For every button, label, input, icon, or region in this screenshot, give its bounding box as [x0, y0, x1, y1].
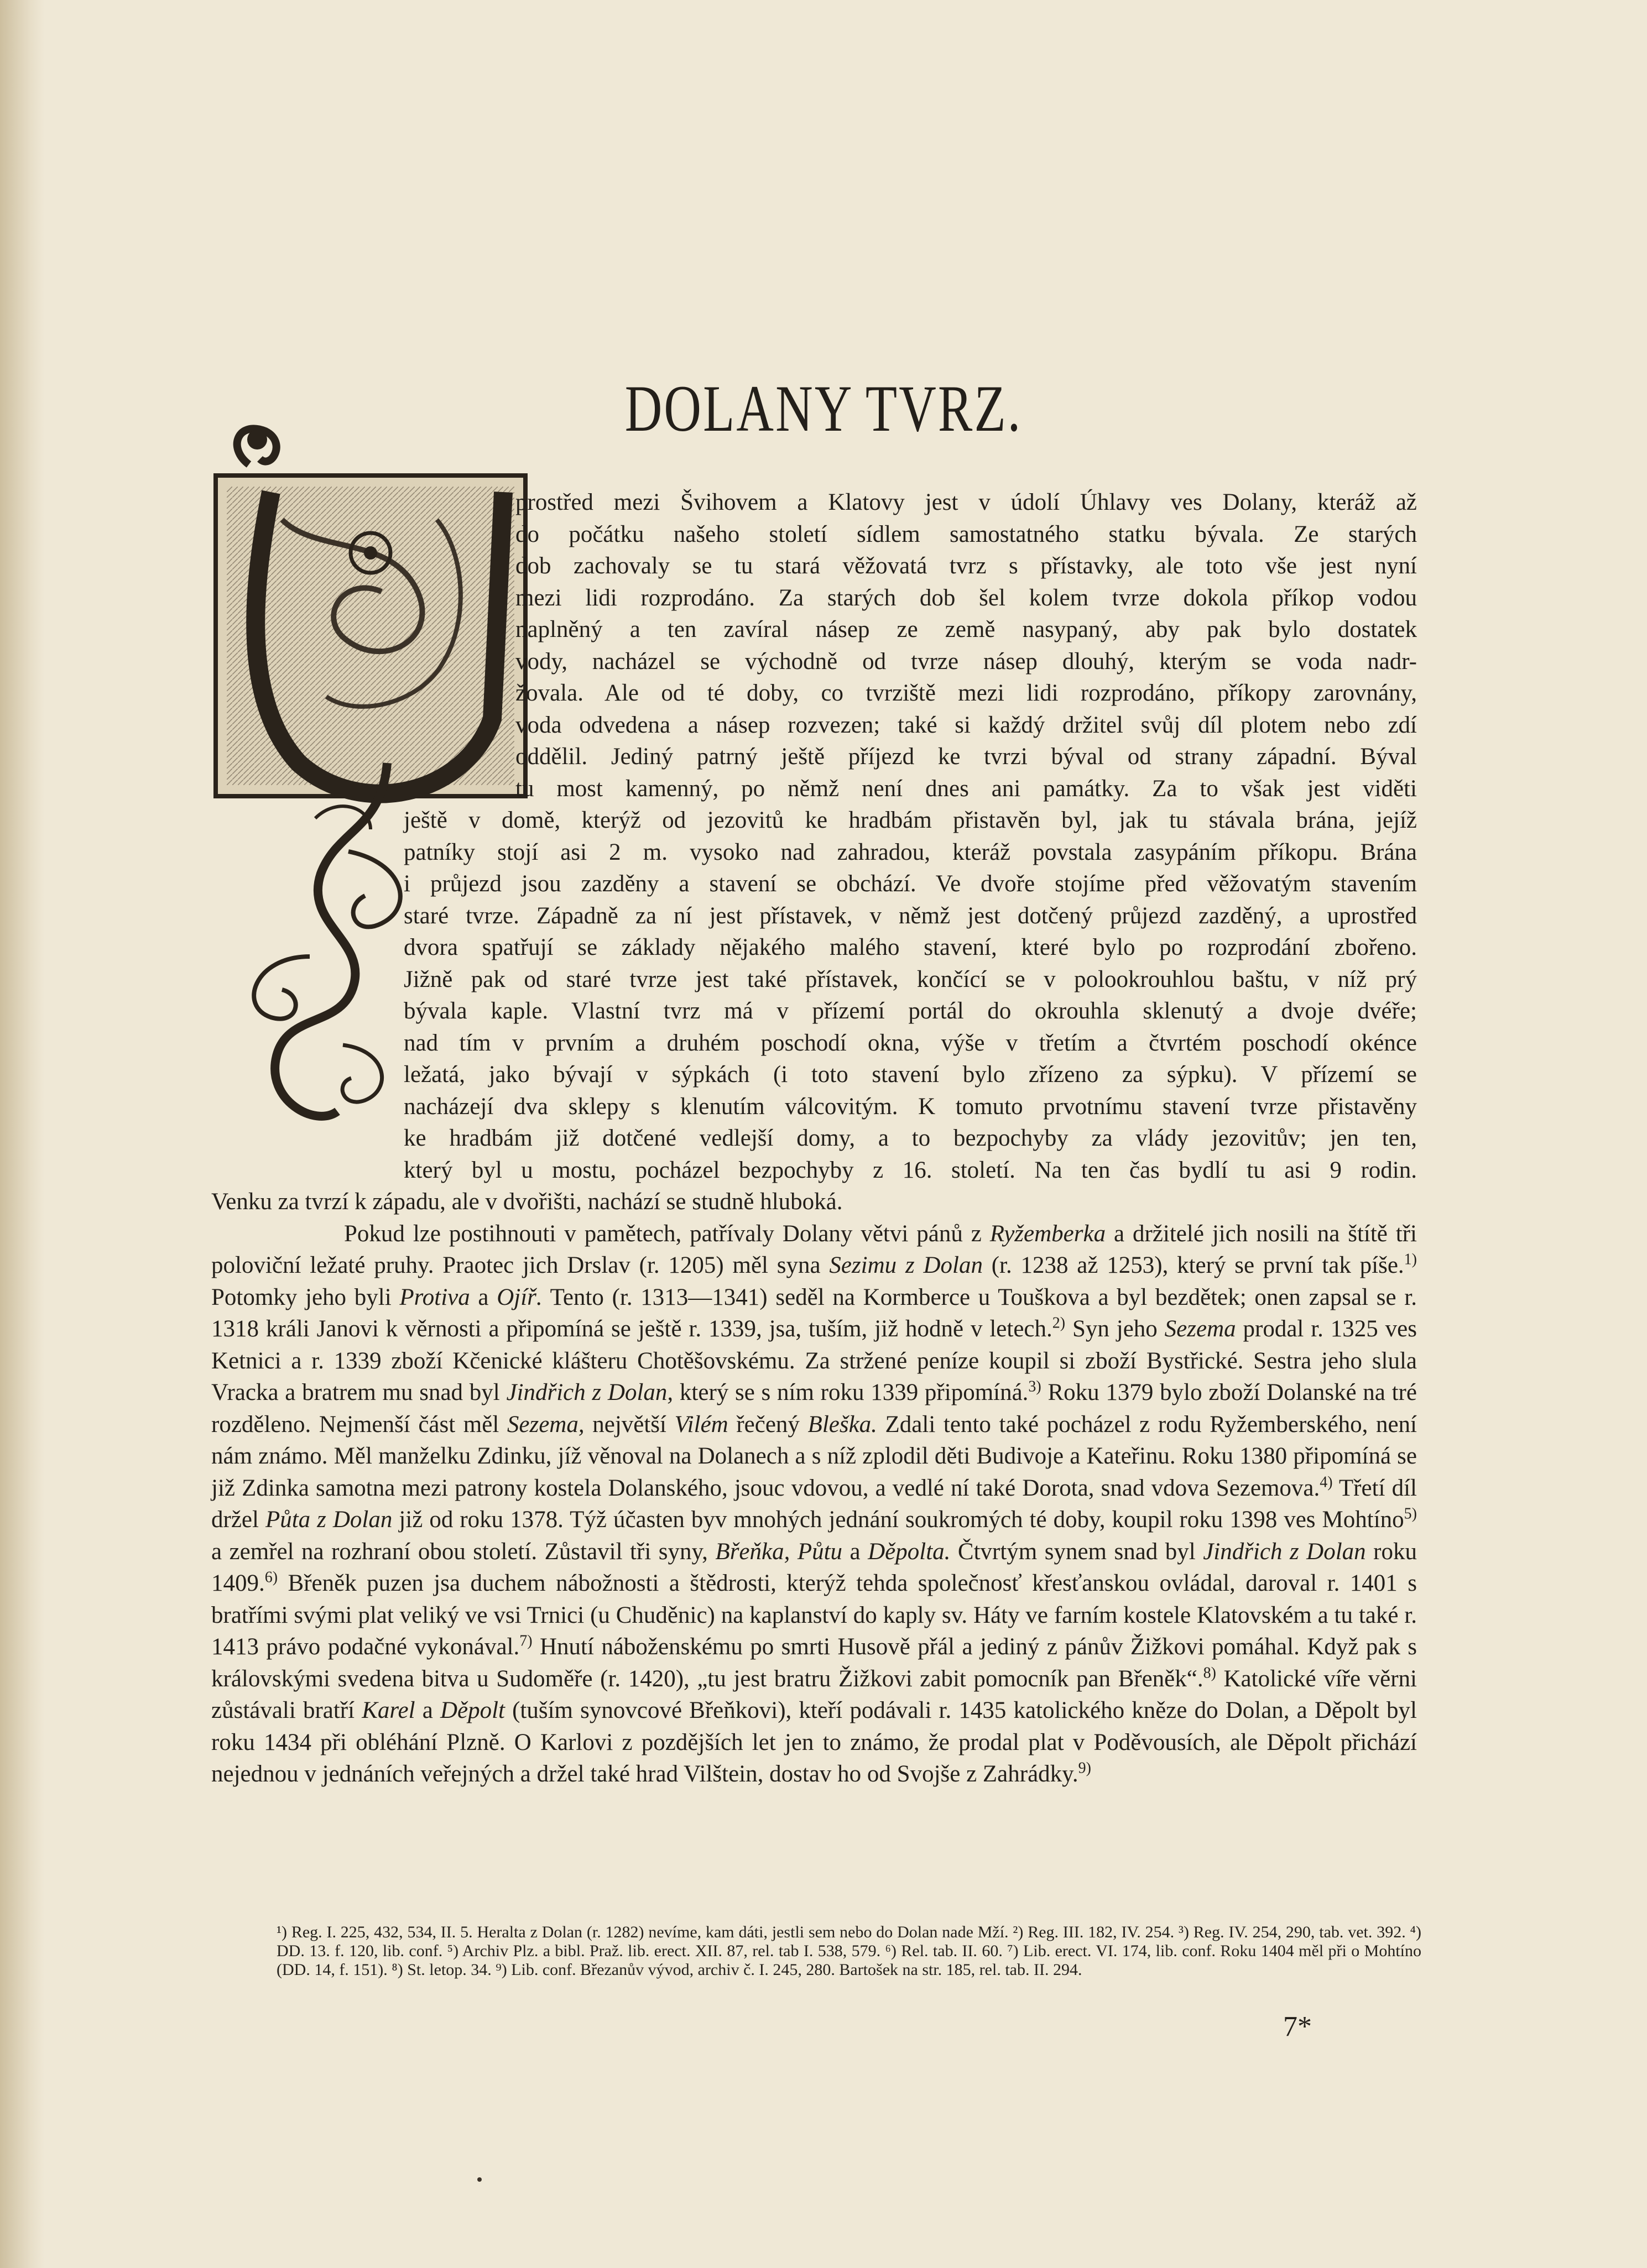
- text-line: vody, nacházel se východně od tvrze násep dlouhý, kterým se voda nadr-: [515, 648, 1417, 675]
- text-line: ležatá, jako bývají v sýpkách (i toto stavení bylo zřízeno za sýpku). V přízemí se: [404, 1062, 1417, 1088]
- text-line: prostřed mezi Švihovem a Klatovy jest v údolí Úhlavy ves Dolany, kteráž až: [515, 489, 1417, 515]
- text-line: staré tvrze. Západně za ní jest přístavek, v němž jest dotčený průjezd zazděný, a uprostřed: [404, 902, 1417, 929]
- footnote-ref: 1): [1404, 1251, 1417, 1268]
- text-line: Jižně pak od staré tvrze jest také přístavek, končící se v polookrouhlou baštu, v níž prý: [404, 966, 1417, 992]
- text-line: ještě v domě, kterýž od jezovitů ke hradbám přistavěn byl, jak tu stávala brána, jejíž: [404, 807, 1417, 833]
- text-line: i průjezd jsou zazděny a stavení se obchází. Ve dvoře stojíme před věžovatým stavením: [404, 871, 1417, 897]
- footnote-ref: 9): [1078, 1759, 1091, 1777]
- text-line: žovala. Ale od té doby, co tvrziště mezi lidi rozprodáno, příkopy zarovnány,: [515, 680, 1417, 706]
- text-block-beside-initial: [515, 487, 1417, 804]
- page-gutter: [0, 0, 44, 2268]
- text-line: dob zachovaly se tu stará věžovatá tvrz s přístavky, ale toto vše jest nyní: [515, 553, 1417, 579]
- footnote-ref: 4): [1320, 1473, 1333, 1491]
- footnote-ref: 7): [519, 1632, 533, 1650]
- text-line: bývala kaple. Vlastní tvrz má v přízemí portál do okrouhla sklenutý a dvoje dvéře;: [404, 998, 1417, 1024]
- text-line: nacházejí dva sklepy s klenutím válcovitým. K tomuto prvotnímu stavení tvrze přistavěny: [404, 1093, 1417, 1120]
- text-line: voda odvedena a násep rozvezen; také si každý držitel svůj díl plotem nebo zdí: [515, 712, 1417, 738]
- text-line: patníky stojí asi 2 m. vysoko nad zahradou, kteráž povstala zasypáním příkopu. Brána: [404, 839, 1417, 865]
- text-line: oddělil. Jediný patrný ještě příjezd ke tvrzi býval od strany západní. Býval: [515, 744, 1417, 770]
- footnote-ref: 5): [1404, 1505, 1417, 1523]
- paragraph-history: Pokud lze postihnouti v pamětech, patřívaly Dolany větvi pánů z Ryžemberka a držitelé jich nosili na štítě tři poloviční ležaté pruhy. Praotec jich Drslav (r. 1205) měl syna Sezimu z Dolan (r. 1238 až 1253), který se první tak píše.$^{1)}$ Potomky jeho byli Protiva a Ojíř. Tento (r. 1313—1341) seděl na Kormberce u Touškova a byl bezdětek; onen zapsal se r. 1318 králi Janovi k věrnosti a připomíná se ještě r. 1339, jsa, tuším, již hodně v letech.$^{2)}$ Syn jeho Sezema prodal r. 1325 ves Ketnici a r. 1339 zboží Kčenické klášteru Chotěšovskému. Za stržené peníze koupil si zboží Bystřické. Sestra jeho slula Vracka a bratrem mu snad byl Jindřich z Dolan, který se s ním roku 1339 připomíná.$^{3)}$ Roku 1379 bylo zboží Dolanské na tré rozděleno. Nejmenší část měl Sezema, největší Vilém řečený Bleška. Zdali tento také pocházel z rodu Ryžemberského, není nám známo. Měl manželku Zdinku, jíž věnoval na Dolanech a s níž zplodil děti Budivoje a Kateřinu. Roku 1380 připomíná se již Zdinka samotna mezi patrony kostela Dolanského, jsouc vdovou, a vedlé ní také Dorota, snad vdova Sezemova.$^{4)}$ Třetí díl držel Půta z Dolan již od roku 1378. Týž účasten byv mnohých jednání soukromých té doby, koupil roku 1398 ves Mohtíno$^{5)}$ a zemřel na rozhraní obou století. Zůstavil tři syny, Břeňka, Půtu a Děpolta. Čtvrtým synem snad byl Jindřich z Dolan roku 1409.$^{6)}$ Břeněk puzen jsa duchem nábožnosti a štědrosti, kterýž tehda společnosť křesťanskou ovládal, daroval r. 1401 s bratřími svými plat veliký ve vsi Trnici (u Chuděnic) na kaplanství do kaply sv. Háty ve farním kostele Klatovském a tu také r. 1413 právo podačné vykonával.$^{7)}$ Hnutí náboženskému po smrti Husově přál a jediný z pánův Žižkovi pomáhal. Když pak s královskými svedena bitva u Sudoměře (r. 1420), „tu jest bratru Žižkovi zabit pomocník pan Břeněk“.$^{8)}$ Katolické víře věrni zůstávali bratří Karel a Děpolt (tuším synovcové Břeňkovi), kteří podávali r. 1435 katolického kněze do Dolan, a Děpolt byl roku 1434 při obléhání Plzně. O Karlovi z pozdějších let jen to známo, že prodal plat v Poděvousích, ale Děpolt přichází nejednou v jednáních veřejných a držel také hrad Vilštein, dostav ho od Svojše z Zahrádky.$^{9)}$: [211, 1220, 1417, 1787]
- page-number: 7*: [1283, 2011, 1312, 2042]
- text-line: nad tím v prvním a druhém poschodí okna, výše v třetím a čtvrtém poschodí okénce: [404, 1030, 1417, 1056]
- text-line: naplněný a ten zavíral násep ze země nasypaný, aby pak bylo dostatek: [515, 616, 1417, 642]
- main-text-block: [211, 1186, 1417, 1790]
- ink-speck: [477, 2177, 482, 2182]
- page-title: DOLANY TVRZ.: [624, 372, 1023, 445]
- text-line: který byl u mostu, pocházel bezpochyby z 16. století. Na ten čas bydlí tu asi 9 rodin.: [404, 1157, 1417, 1183]
- footnote-ref: 3): [1028, 1378, 1041, 1396]
- footnote-ref: 8): [1203, 1664, 1216, 1682]
- footnote-ref: 6): [264, 1569, 278, 1586]
- text-line: tu most kamenný, po němž není dnes ani památky. Za to však jest viděti: [515, 775, 1417, 802]
- text-line: ke hradbám již dotčené vedlejší domy, a to bezpochyby za vlády jezovitův; jen ten,: [404, 1125, 1417, 1151]
- footnote-ref: 2): [1052, 1314, 1066, 1332]
- footnotes: ¹) Reg. I. 225, 432, 534, II. 5. Heralta z Dolan (r. 1282) nevíme, kam dáti, jestli sem nebo do Dolan nade Mží. ²) Reg. III. 182, IV. 254. ³) Reg. IV. 254, 290, tab. vet. 392. ⁴) DD. 13. f. 120, lib. conf. ⁵) Archiv Plz. a bibl. Praž. lib. erect. XII. 87, rel. tab I. 538, 579. ⁶) Rel. tab. II. 60. ⁷) Lib. erect. VI. 174, lib. conf. Roku 1404 měl při o Mohtíno (DD. 14, f. 151). ⁸) St. letop. 34. ⁹) Lib. conf. Březanův vývod, archiv č. I. 245, 280. Bartošek na str. 185, rel. tab. II. 294.: [277, 1923, 1421, 1979]
- text-block-beside-flourish: [404, 804, 1417, 1186]
- text-line: dvora spatřují se základy nějakého malého stavení, které bylo po rozprodání zbořeno.: [404, 934, 1417, 960]
- text-line: do počátku našeho století sídlem samostatného statku bývala. Ze starých: [515, 521, 1417, 547]
- text-line: mezi lidi rozprodáno. Za starých dob šel kolem tvrze dokola příkop vodou: [515, 584, 1417, 611]
- text-line: Venku za tvrzí k západu, ale v dvořišti, nachází se studně hluboká.: [211, 1189, 843, 1215]
